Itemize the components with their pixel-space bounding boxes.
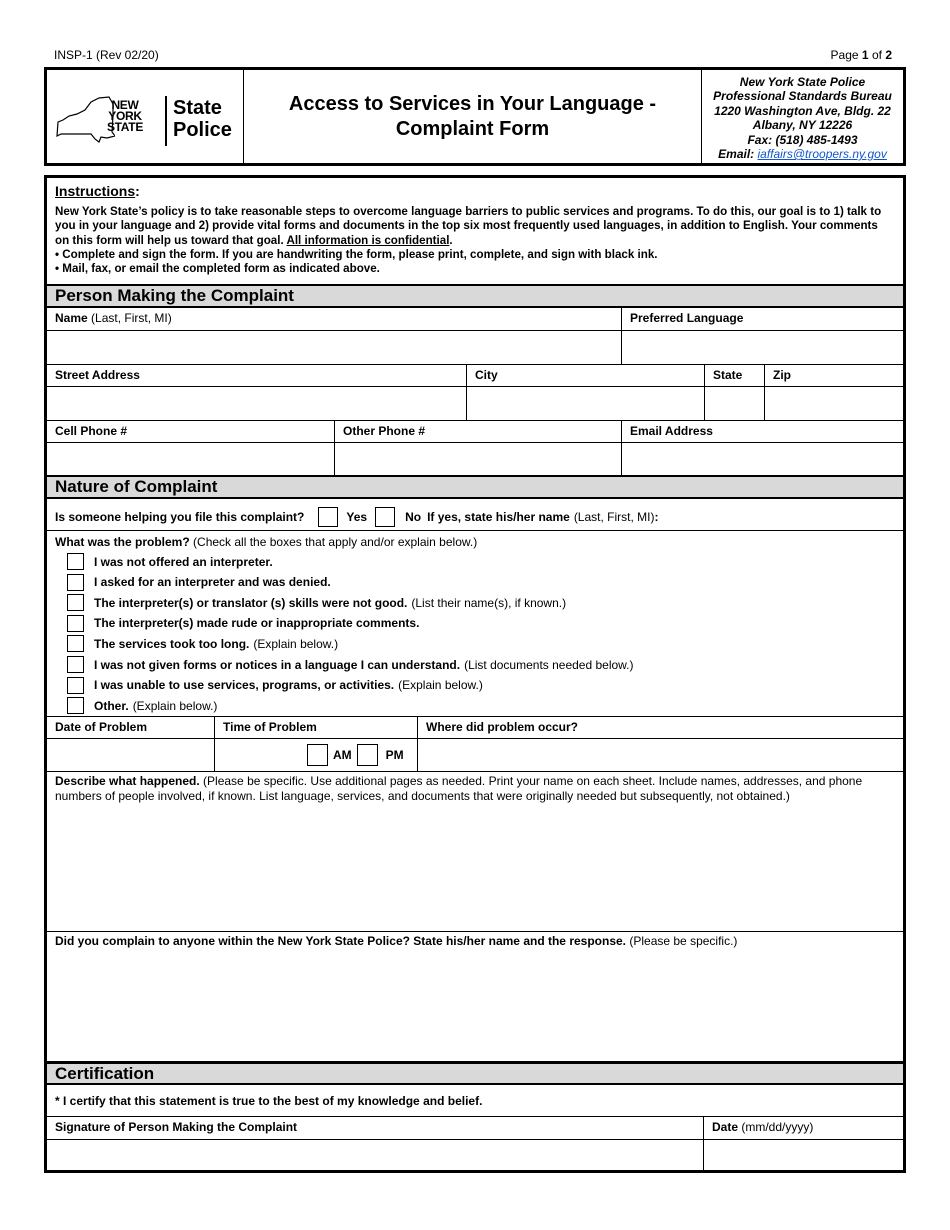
preferred-language-field[interactable] bbox=[621, 331, 903, 364]
section-certification bbox=[47, 1061, 903, 1085]
pm-checkbox[interactable] bbox=[357, 744, 378, 766]
if-yes-hint: (Last, First, MI) bbox=[573, 510, 655, 524]
problem-label: The services took too long. bbox=[94, 636, 250, 651]
problem-checkbox[interactable] bbox=[67, 635, 84, 652]
problem-hint: (Explain below.) bbox=[253, 636, 339, 651]
problem-option[interactable] bbox=[67, 574, 335, 591]
preferred-language-label: Preferred Language bbox=[630, 311, 744, 325]
logo-word-police: Police bbox=[173, 119, 232, 141]
instruction-bullet-2: • Mail, fax, or email the completed form as indicated above. bbox=[55, 262, 380, 276]
name-field[interactable] bbox=[47, 331, 621, 364]
section-person-title: Person Making the Complaint bbox=[55, 286, 294, 305]
problem-option[interactable] bbox=[67, 615, 423, 632]
date-of-problem-field[interactable] bbox=[47, 739, 214, 771]
cell-phone-label: Cell Phone # bbox=[55, 424, 128, 438]
logo-divider bbox=[165, 96, 167, 146]
city-label: City bbox=[475, 368, 498, 382]
problem-label: I was not offered an interpreter. bbox=[94, 554, 273, 569]
contact-org: New York State Police bbox=[739, 75, 866, 89]
cell-phone-field[interactable] bbox=[47, 443, 334, 476]
street-label: Street Address bbox=[55, 368, 140, 382]
page-prefix: Page bbox=[830, 48, 859, 62]
if-yes-colon: : bbox=[654, 510, 659, 524]
state-label: State bbox=[713, 368, 743, 382]
instructions bbox=[47, 178, 903, 284]
contact-address: 1220 Washington Ave, Bldg. 22 bbox=[714, 103, 891, 118]
problem-checkbox[interactable] bbox=[67, 656, 84, 673]
where-field[interactable] bbox=[417, 739, 903, 771]
problem-label: The interpreter(s) made rude or inappropriate comments. bbox=[94, 616, 420, 631]
signature-label-row bbox=[47, 1117, 903, 1139]
problem-checkbox[interactable] bbox=[67, 677, 84, 694]
date-label: Date of Problem bbox=[55, 720, 148, 734]
problem-label: I asked for an interpreter and was denied. bbox=[94, 575, 331, 590]
problem-question: What was the problem? bbox=[55, 535, 190, 549]
describe-block[interactable] bbox=[47, 772, 903, 932]
name-label-row bbox=[47, 308, 903, 330]
cert-date-label: Date (mm/dd/yyyy) bbox=[712, 1120, 814, 1134]
describe-label: Describe what happened. bbox=[55, 774, 200, 788]
certify-statement: * I certify that this statement is true to the best of my knowledge and belief. bbox=[55, 1094, 483, 1108]
problem-option[interactable] bbox=[67, 594, 566, 611]
problem-hint: (List their name(s), if known.) bbox=[411, 595, 567, 610]
helping-yes-label: Yes bbox=[346, 510, 368, 524]
form-title bbox=[244, 70, 702, 163]
describe-hint: (Please be specific. Use additional pages as needed. Print your name on each sheet. Include names, addresses, and phone numbers of people involved, if known. List language, services, and documents that were originally needed but subsequently, not obtained.) bbox=[55, 774, 863, 803]
zip-field[interactable] bbox=[764, 387, 903, 420]
pm-label: PM bbox=[385, 748, 404, 762]
page-current: 1 bbox=[861, 48, 869, 62]
logo-line-state: STATE bbox=[106, 120, 144, 134]
address-input-row bbox=[47, 386, 903, 420]
when-label-row bbox=[47, 716, 903, 738]
problem-label: Other. bbox=[94, 698, 129, 713]
contact-email-link[interactable]: iaffairs@troopers.ny.gov bbox=[757, 147, 887, 162]
am-checkbox[interactable] bbox=[307, 744, 328, 766]
logo-line-york: YORK bbox=[108, 109, 142, 123]
contact-bureau: Professional Standards Bureau bbox=[713, 89, 892, 104]
instruction-bullet-1: • Complete and sign the form. If you are handwriting the form, please print, complete, and sign with black ink. bbox=[55, 247, 658, 261]
if-yes-label: If yes, state his/her name bbox=[427, 510, 570, 524]
problem-block bbox=[47, 531, 903, 716]
phone-input-row bbox=[47, 442, 903, 476]
complained-block[interactable] bbox=[47, 932, 903, 1062]
section-nature bbox=[47, 475, 903, 499]
section-person bbox=[47, 284, 903, 308]
logo bbox=[47, 70, 244, 163]
am-label: AM bbox=[333, 748, 352, 762]
cert-date-field[interactable] bbox=[703, 1140, 903, 1170]
page-total: 2 bbox=[885, 48, 892, 62]
instructions-colon: : bbox=[135, 183, 140, 199]
helping-yes-checkbox[interactable] bbox=[318, 507, 338, 527]
problem-label: I was unable to use services, programs, or activities. bbox=[94, 678, 395, 693]
problem-hint: (Explain below.) bbox=[398, 678, 483, 693]
complaint-form bbox=[44, 175, 906, 1173]
signature-field[interactable] bbox=[47, 1140, 703, 1170]
where-label: Where did problem occur? bbox=[426, 720, 579, 734]
title-line-1: Access to Services in Your Language - bbox=[288, 92, 657, 115]
problem-option[interactable] bbox=[67, 656, 634, 673]
signature-input-row bbox=[47, 1139, 903, 1170]
contact-info bbox=[702, 70, 903, 163]
complained-hint: (Please be specific.) bbox=[629, 934, 738, 948]
problem-hint: (Explain below.) bbox=[132, 698, 218, 713]
problem-option[interactable] bbox=[67, 635, 338, 652]
problem-option[interactable] bbox=[67, 697, 217, 714]
address-label-row bbox=[47, 364, 903, 386]
street-field[interactable] bbox=[47, 387, 466, 420]
contact-email-label: Email: bbox=[718, 147, 755, 162]
other-phone-field[interactable] bbox=[334, 443, 621, 476]
phone-label-row bbox=[47, 420, 903, 442]
problem-checkbox[interactable] bbox=[67, 594, 84, 611]
helping-row bbox=[47, 499, 903, 531]
problem-label: The interpreter(s) or translator (s) skills were not good. bbox=[94, 595, 408, 610]
page-of: of bbox=[871, 48, 882, 62]
contact-fax: Fax: (518) 485-1493 bbox=[747, 132, 858, 147]
problem-checkbox[interactable] bbox=[67, 553, 84, 570]
signature-label: Signature of Person Making the Complaint bbox=[55, 1120, 298, 1134]
problem-option[interactable] bbox=[67, 677, 483, 694]
form-id: INSP-1 (Rev 02/20) bbox=[54, 48, 159, 62]
email-label: Email Address bbox=[630, 424, 713, 438]
confidential-period: . bbox=[449, 233, 453, 247]
instructions-paragraph: New York State’s policy is to take reasonable steps to overcome language barriers to public services and programs. To do this, our goal is to 1) talk to you in your language and 2) provide vital forms and documents in the top six most frequently used languages, in addition to English. Your comments on this form will help us toward that goal. bbox=[55, 205, 882, 247]
helping-question: Is someone helping you file this complaint? bbox=[55, 510, 305, 524]
logo-word-state: State bbox=[173, 97, 222, 119]
complained-label: Did you complain to anyone within the New York State Police? State his/her name and the response. bbox=[55, 934, 627, 948]
logo-line-new: NEW bbox=[111, 98, 139, 112]
zip-label: Zip bbox=[773, 368, 791, 382]
other-phone-label: Other Phone # bbox=[343, 424, 426, 438]
name-label: Name (Last, First, MI) bbox=[55, 311, 172, 325]
helping-no-checkbox[interactable] bbox=[375, 507, 395, 527]
state-field[interactable] bbox=[704, 387, 764, 420]
problem-label: I was not given forms or notices in a language I can understand. bbox=[94, 657, 461, 672]
section-nature-title: Nature of Complaint bbox=[55, 477, 218, 496]
email-field[interactable] bbox=[621, 443, 903, 476]
problem-checkbox[interactable] bbox=[67, 615, 84, 632]
page-number bbox=[831, 48, 892, 62]
certify-row bbox=[47, 1085, 903, 1117]
title-line-2: Complaint Form bbox=[395, 117, 550, 140]
city-field[interactable] bbox=[466, 387, 704, 420]
instructions-heading: Instructions bbox=[55, 183, 136, 199]
problem-hint: (List documents needed below.) bbox=[464, 657, 634, 672]
name-input-row bbox=[47, 330, 903, 364]
confidential-note: All information is confidential bbox=[286, 233, 450, 247]
time-label: Time of Problem bbox=[223, 720, 317, 734]
problem-checkbox[interactable] bbox=[67, 574, 84, 591]
contact-city: Albany, NY 12226 bbox=[752, 118, 853, 133]
problem-hint: (Check all the boxes that apply and/or explain below.) bbox=[193, 535, 478, 549]
helping-no-label: No bbox=[405, 510, 422, 524]
when-input-row bbox=[47, 738, 903, 772]
section-certification-title: Certification bbox=[55, 1064, 155, 1083]
problem-checkbox[interactable] bbox=[67, 697, 84, 714]
problem-option[interactable] bbox=[67, 553, 277, 570]
form-header bbox=[44, 67, 906, 166]
